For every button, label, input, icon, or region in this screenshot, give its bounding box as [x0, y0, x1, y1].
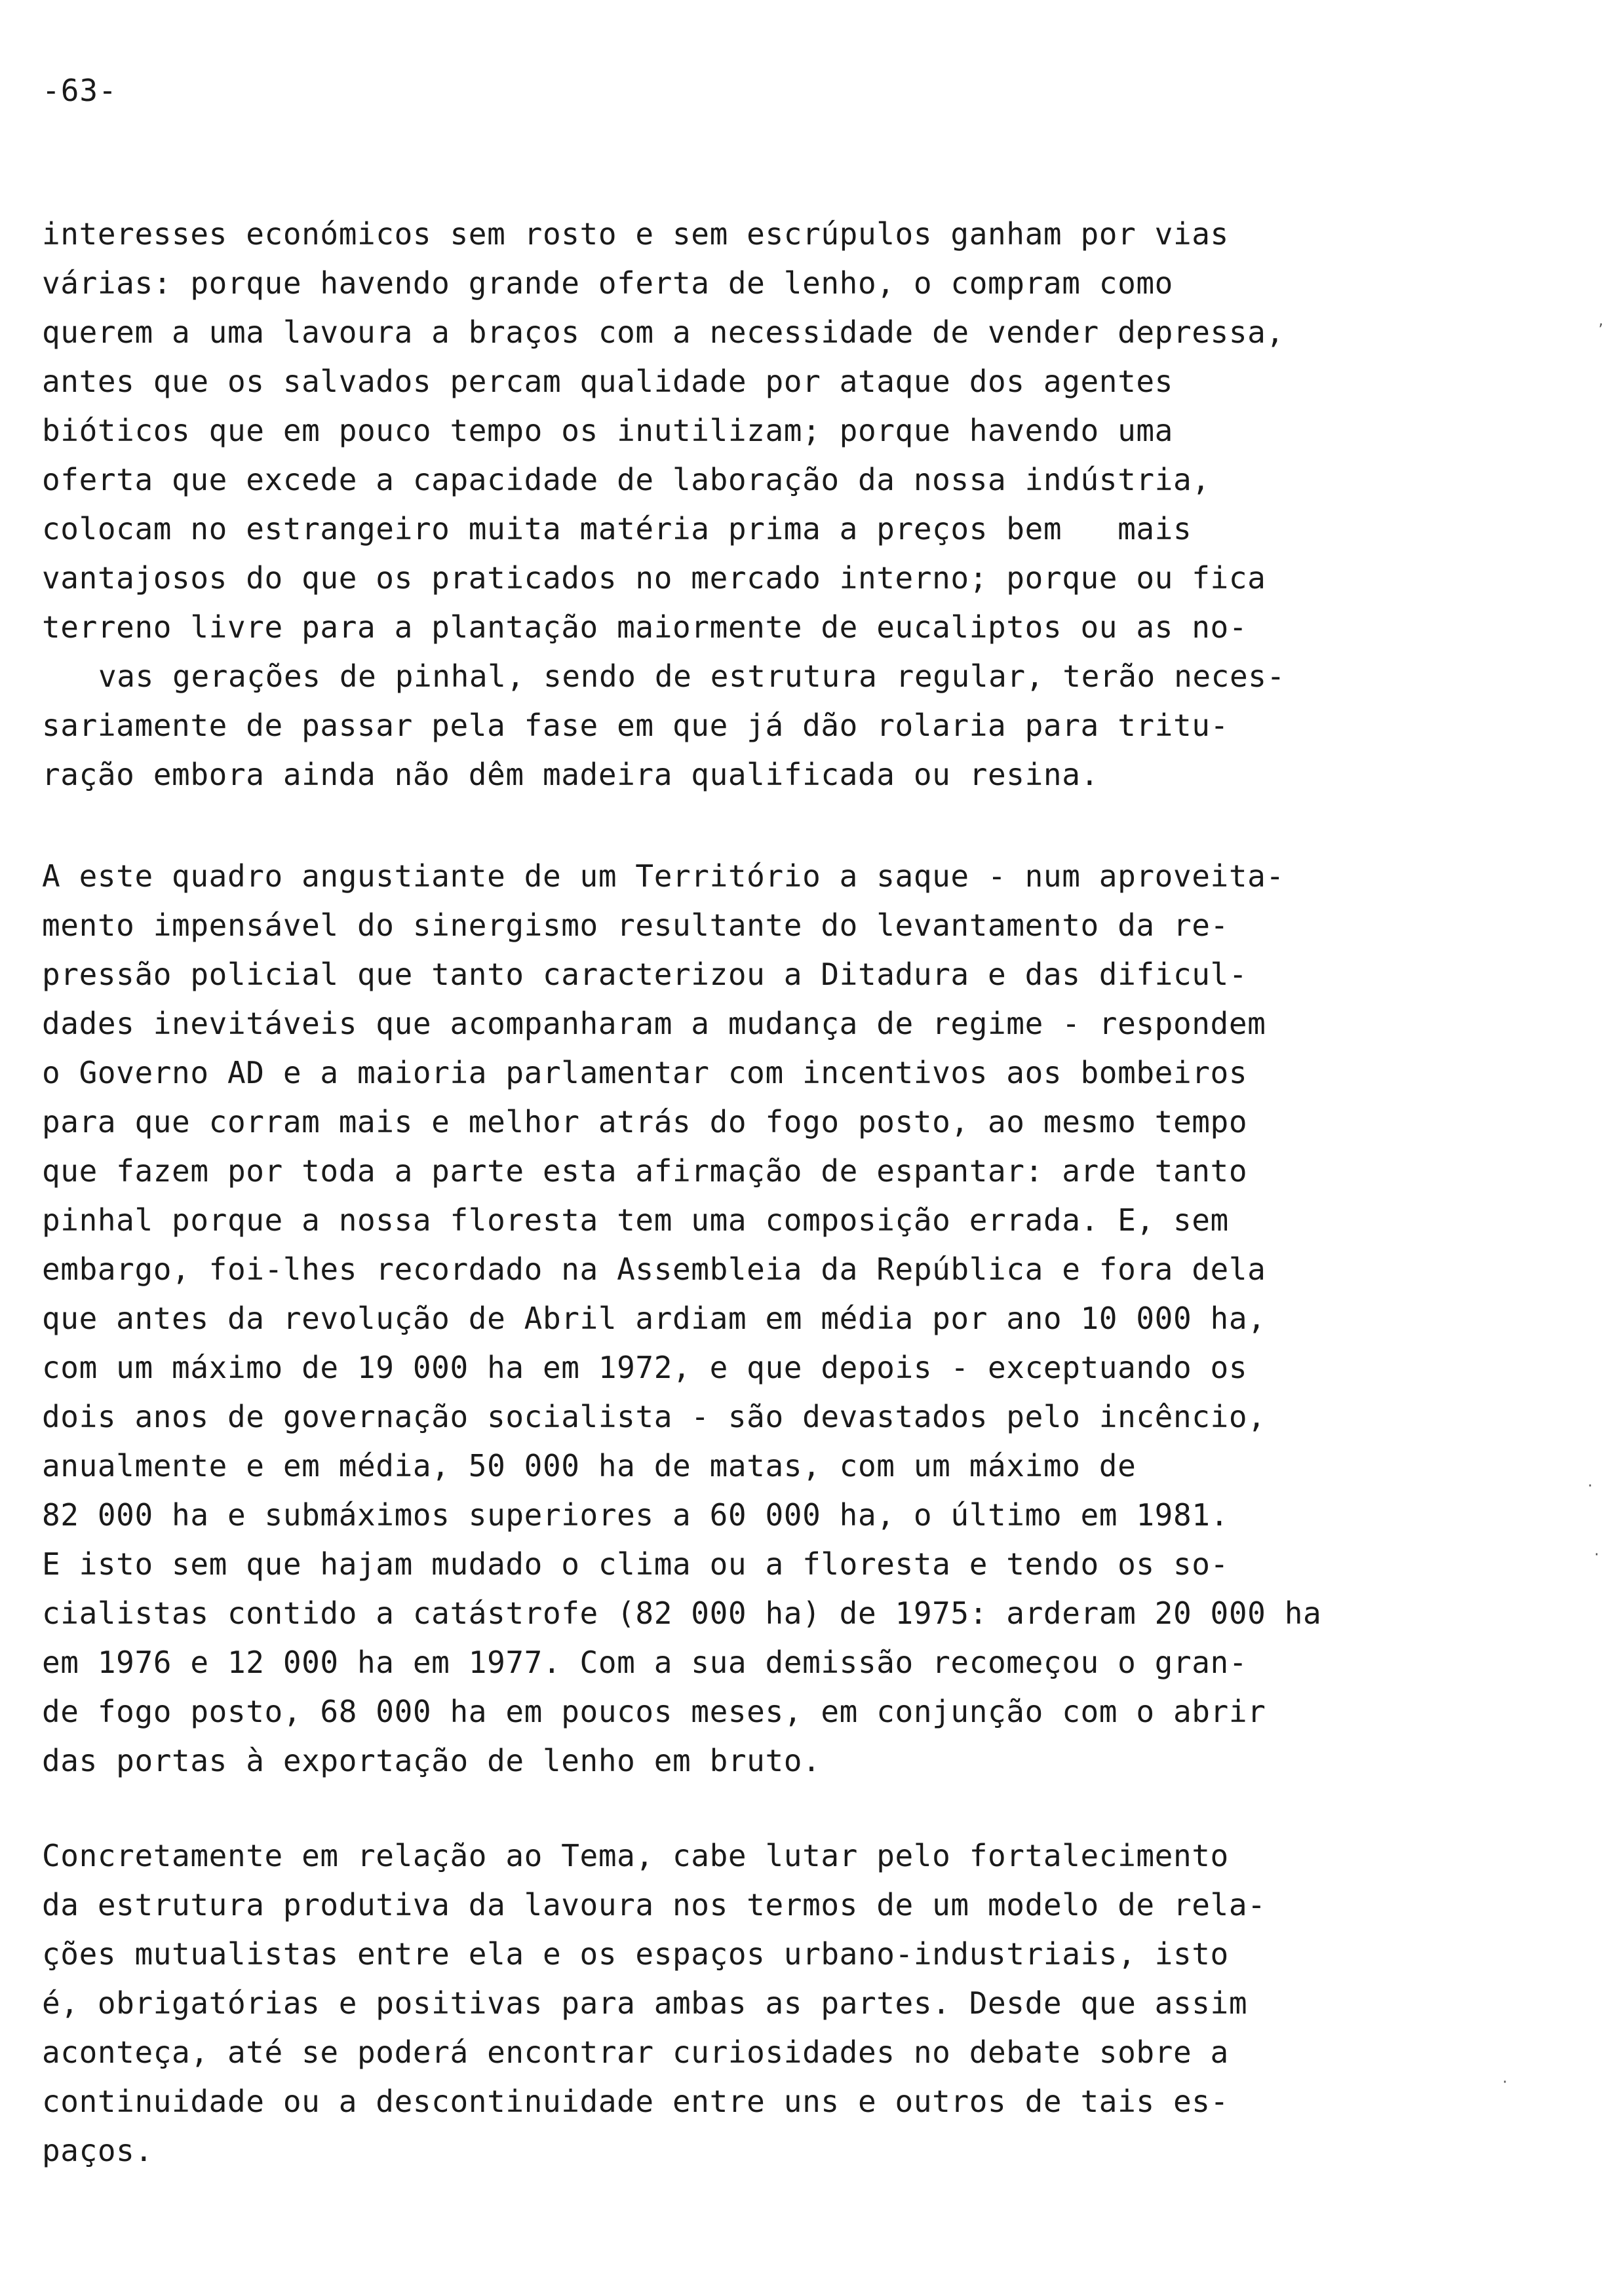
text-line: vantajosos do que os praticados no mercado interno; porque ou fica — [42, 560, 1266, 596]
paragraph-3 — [42, 1831, 1602, 2175]
text-line: dades inevitáveis que acompanharam a mudança de regime - respondem — [42, 1006, 1266, 1041]
text-line: oferta que excede a capacidade de laboração da nossa indústria, — [42, 462, 1211, 497]
text-line: vas gerações de pinhal, sendo de estrutura regular, terão neces- — [98, 659, 1285, 694]
text-line: aconteça, até se poderá encontrar curiosidades no debate sobre a — [42, 2035, 1229, 2070]
text-line: continuidade ou a descontinuidade entre uns e outros de tais es- — [42, 2084, 1229, 2119]
text-line: cialistas contido a catástrofe (82 000 ha) de 1975: arderam 20 000 ha — [42, 1596, 1322, 1631]
text-line: ções mutualistas entre ela e os espaços urbano-industriais, isto — [42, 1936, 1229, 1972]
text-line: de fogo posto, 68 000 ha em poucos meses, em conjunção com o abrir — [42, 1694, 1266, 1729]
scan-speck: · — [1501, 2074, 1509, 2090]
text-line: interesses económicos sem rosto e sem escrúpulos ganham por vias — [42, 216, 1229, 252]
scan-speck: ’ — [1597, 321, 1605, 337]
paragraph-2 — [42, 852, 1602, 1786]
scan-speck: · — [1586, 1478, 1595, 1493]
text-line: que antes da revolução de Abril ardiam em média por ano 10 000 ha, — [42, 1301, 1266, 1336]
text-line: da estrutura produtiva da lavoura nos termos de um modelo de rela- — [42, 1887, 1266, 1923]
text-line: em 1976 e 12 000 ha em 1977. Com a sua demissão recomeçou o gran- — [42, 1645, 1248, 1680]
text-line: para que corram mais e melhor atrás do fogo posto, ao mesmo tempo — [42, 1104, 1248, 1139]
text-line: várias: porque havendo grande oferta de lenho, o compram como — [42, 265, 1173, 301]
text-line: paços. — [42, 2133, 153, 2168]
text-line: querem a uma lavoura a braços com a necessidade de vender depressa, — [42, 315, 1285, 350]
text-line: mento impensável do sinergismo resultante do levantamento da re- — [42, 908, 1229, 943]
text-line: terreno livre para a plantação maiormente de eucaliptos ou as no- — [42, 609, 1248, 645]
text-line: anualmente e em média, 50 000 ha de matas, com um máximo de — [42, 1448, 1137, 1483]
text-line: Concretamente em relação ao Tema, cabe lutar pelo fortalecimento — [42, 1838, 1229, 1873]
text-line: com um máximo de 19 000 ha em 1972, e que depois - exceptuando os — [42, 1350, 1248, 1385]
paragraph-1 — [42, 210, 1602, 799]
text-line: colocam no estrangeiro muita matéria prima a preços bem mais — [42, 511, 1192, 546]
text-line: E isto sem que hajam mudado o clima ou a floresta e tendo os so- — [42, 1546, 1229, 1582]
text-line: ração embora ainda não dêm madeira qualificada ou resina. — [42, 757, 1099, 792]
page-number: -63- — [42, 73, 117, 108]
text-line: embargo, foi-lhes recordado na Assembleia da República e fora dela — [42, 1252, 1266, 1287]
text-line: das portas à exportação de lenho em bruto. — [42, 1743, 821, 1778]
text-line: 82 000 ha e submáximos superiores a 60 000 ha, o último em 1981. — [42, 1497, 1229, 1533]
text-line: bióticos que em pouco tempo os inutilizam; porque havendo uma — [42, 413, 1173, 448]
text-line: é, obrigatórias e positivas para ambas as partes. Desde que assim — [42, 1985, 1248, 2021]
text-line: o Governo AD e a maioria parlamentar com incentivos aos bombeiros — [42, 1055, 1248, 1090]
text-line: sariamente de passar pela fase em que já dão rolaria para tritu- — [42, 708, 1229, 743]
scan-speck: · — [1593, 1546, 1601, 1562]
text-line: A este quadro angustiante de um Território a saque - num aproveita- — [42, 858, 1285, 894]
text-line: que fazem por toda a parte esta afirmação de espantar: arde tanto — [42, 1153, 1248, 1189]
text-line: pressão policial que tanto caracterizou a Ditadura e das dificul- — [42, 957, 1248, 992]
text-line: dois anos de governação socialista - são devastados pelo incêncio, — [42, 1399, 1266, 1434]
text-line: pinhal porque a nossa floresta tem uma composição errada. E, sem — [42, 1202, 1229, 1238]
text-line: antes que os salvados percam qualidade por ataque dos agentes — [42, 364, 1173, 399]
